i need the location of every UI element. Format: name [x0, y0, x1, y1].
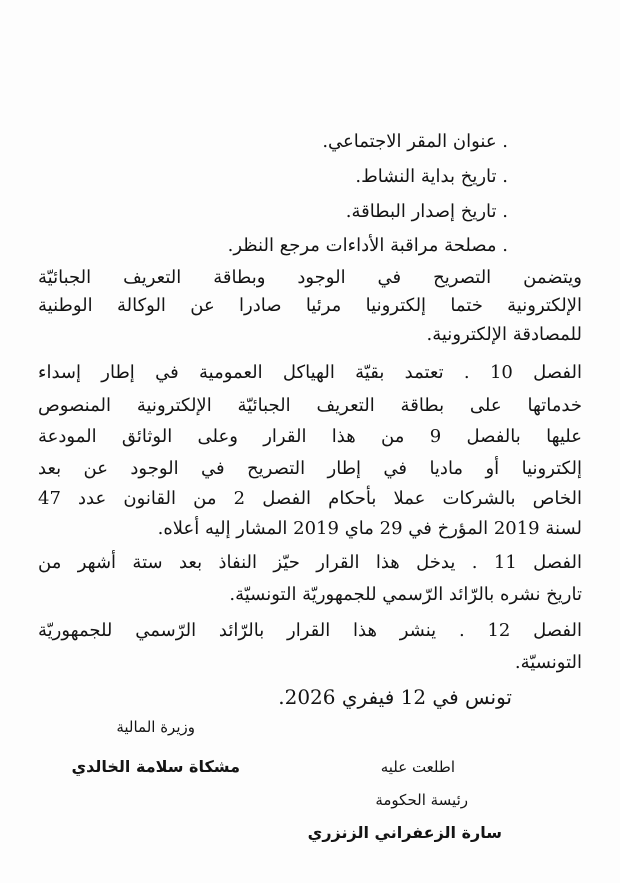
article-12-line: الفصل 12 . ينشر هذا القرار بالرّائد الرّسمي للجمهوريّة	[38, 620, 582, 641]
article-11-line: تاريخ نشره بالرّائد الرّسمي للجمهوريّة التونسيّة.	[229, 584, 582, 605]
article-12-line: التونسيّة.	[514, 652, 582, 673]
bullet-registered-office: . عنوان المقر الاجتماعي.	[322, 131, 508, 152]
paragraph-1-line: للمصادقة الإلكترونية.	[426, 324, 582, 345]
paragraph-1-line: الإلكترونية ختما إلكترونيا مرئيا صادرا عن الوكالة الوطنية	[38, 295, 582, 316]
article-11-line: الفصل 11 . يدخل هذا القرار حيّز النفاذ بعد ستة أشهر من	[38, 552, 582, 573]
minister-title: وزيرة المالية	[116, 718, 195, 736]
date-line: تونس في 12 فيفري 2026.	[278, 685, 512, 709]
article-10-line: خدماتها على بطاقة التعريف الجبائيّة الإلكترونية المنصوص	[38, 395, 582, 416]
article-10-line: الخاص بالشركات عملا بأحكام الفصل 2 من القانون عدد 47	[38, 488, 582, 509]
pm-title: رئيسة الحكومة	[375, 791, 468, 809]
bullet-activity-start: . تاريخ بداية النشاط.	[355, 166, 508, 187]
bullet-card-issue-date: . تاريخ إصدار البطاقة.	[345, 201, 508, 222]
article-10-line: إلكترونيا أو ماديا في إطار التصريح في الوجود عن بعد	[38, 458, 582, 479]
article-10-line: عليها بالفصل 9 من هذا القرار وعلى الوثائق المودعة	[38, 426, 583, 447]
pm-name: سارة الزعفراني الزنزري	[307, 823, 502, 842]
minister-name: مشكاة سلامة الخالدي	[71, 757, 240, 776]
bullet-tax-office: . مصلحة مراقبة الأداءات مرجع النظر.	[227, 235, 508, 256]
approval-note: اطلعت عليه	[380, 758, 455, 776]
paragraph-1-line: ويتضمن التصريح في الوجود وبطاقة التعريف الجبائيّة	[38, 267, 582, 288]
article-10-line: الفصل 10 . تعتمد بقيّة الهياكل العمومية في إطار إسداء	[38, 362, 582, 383]
article-10-line: لسنة 2019 المؤرخ في 29 ماي 2019 المشار إليه أعلاه.	[157, 518, 582, 539]
